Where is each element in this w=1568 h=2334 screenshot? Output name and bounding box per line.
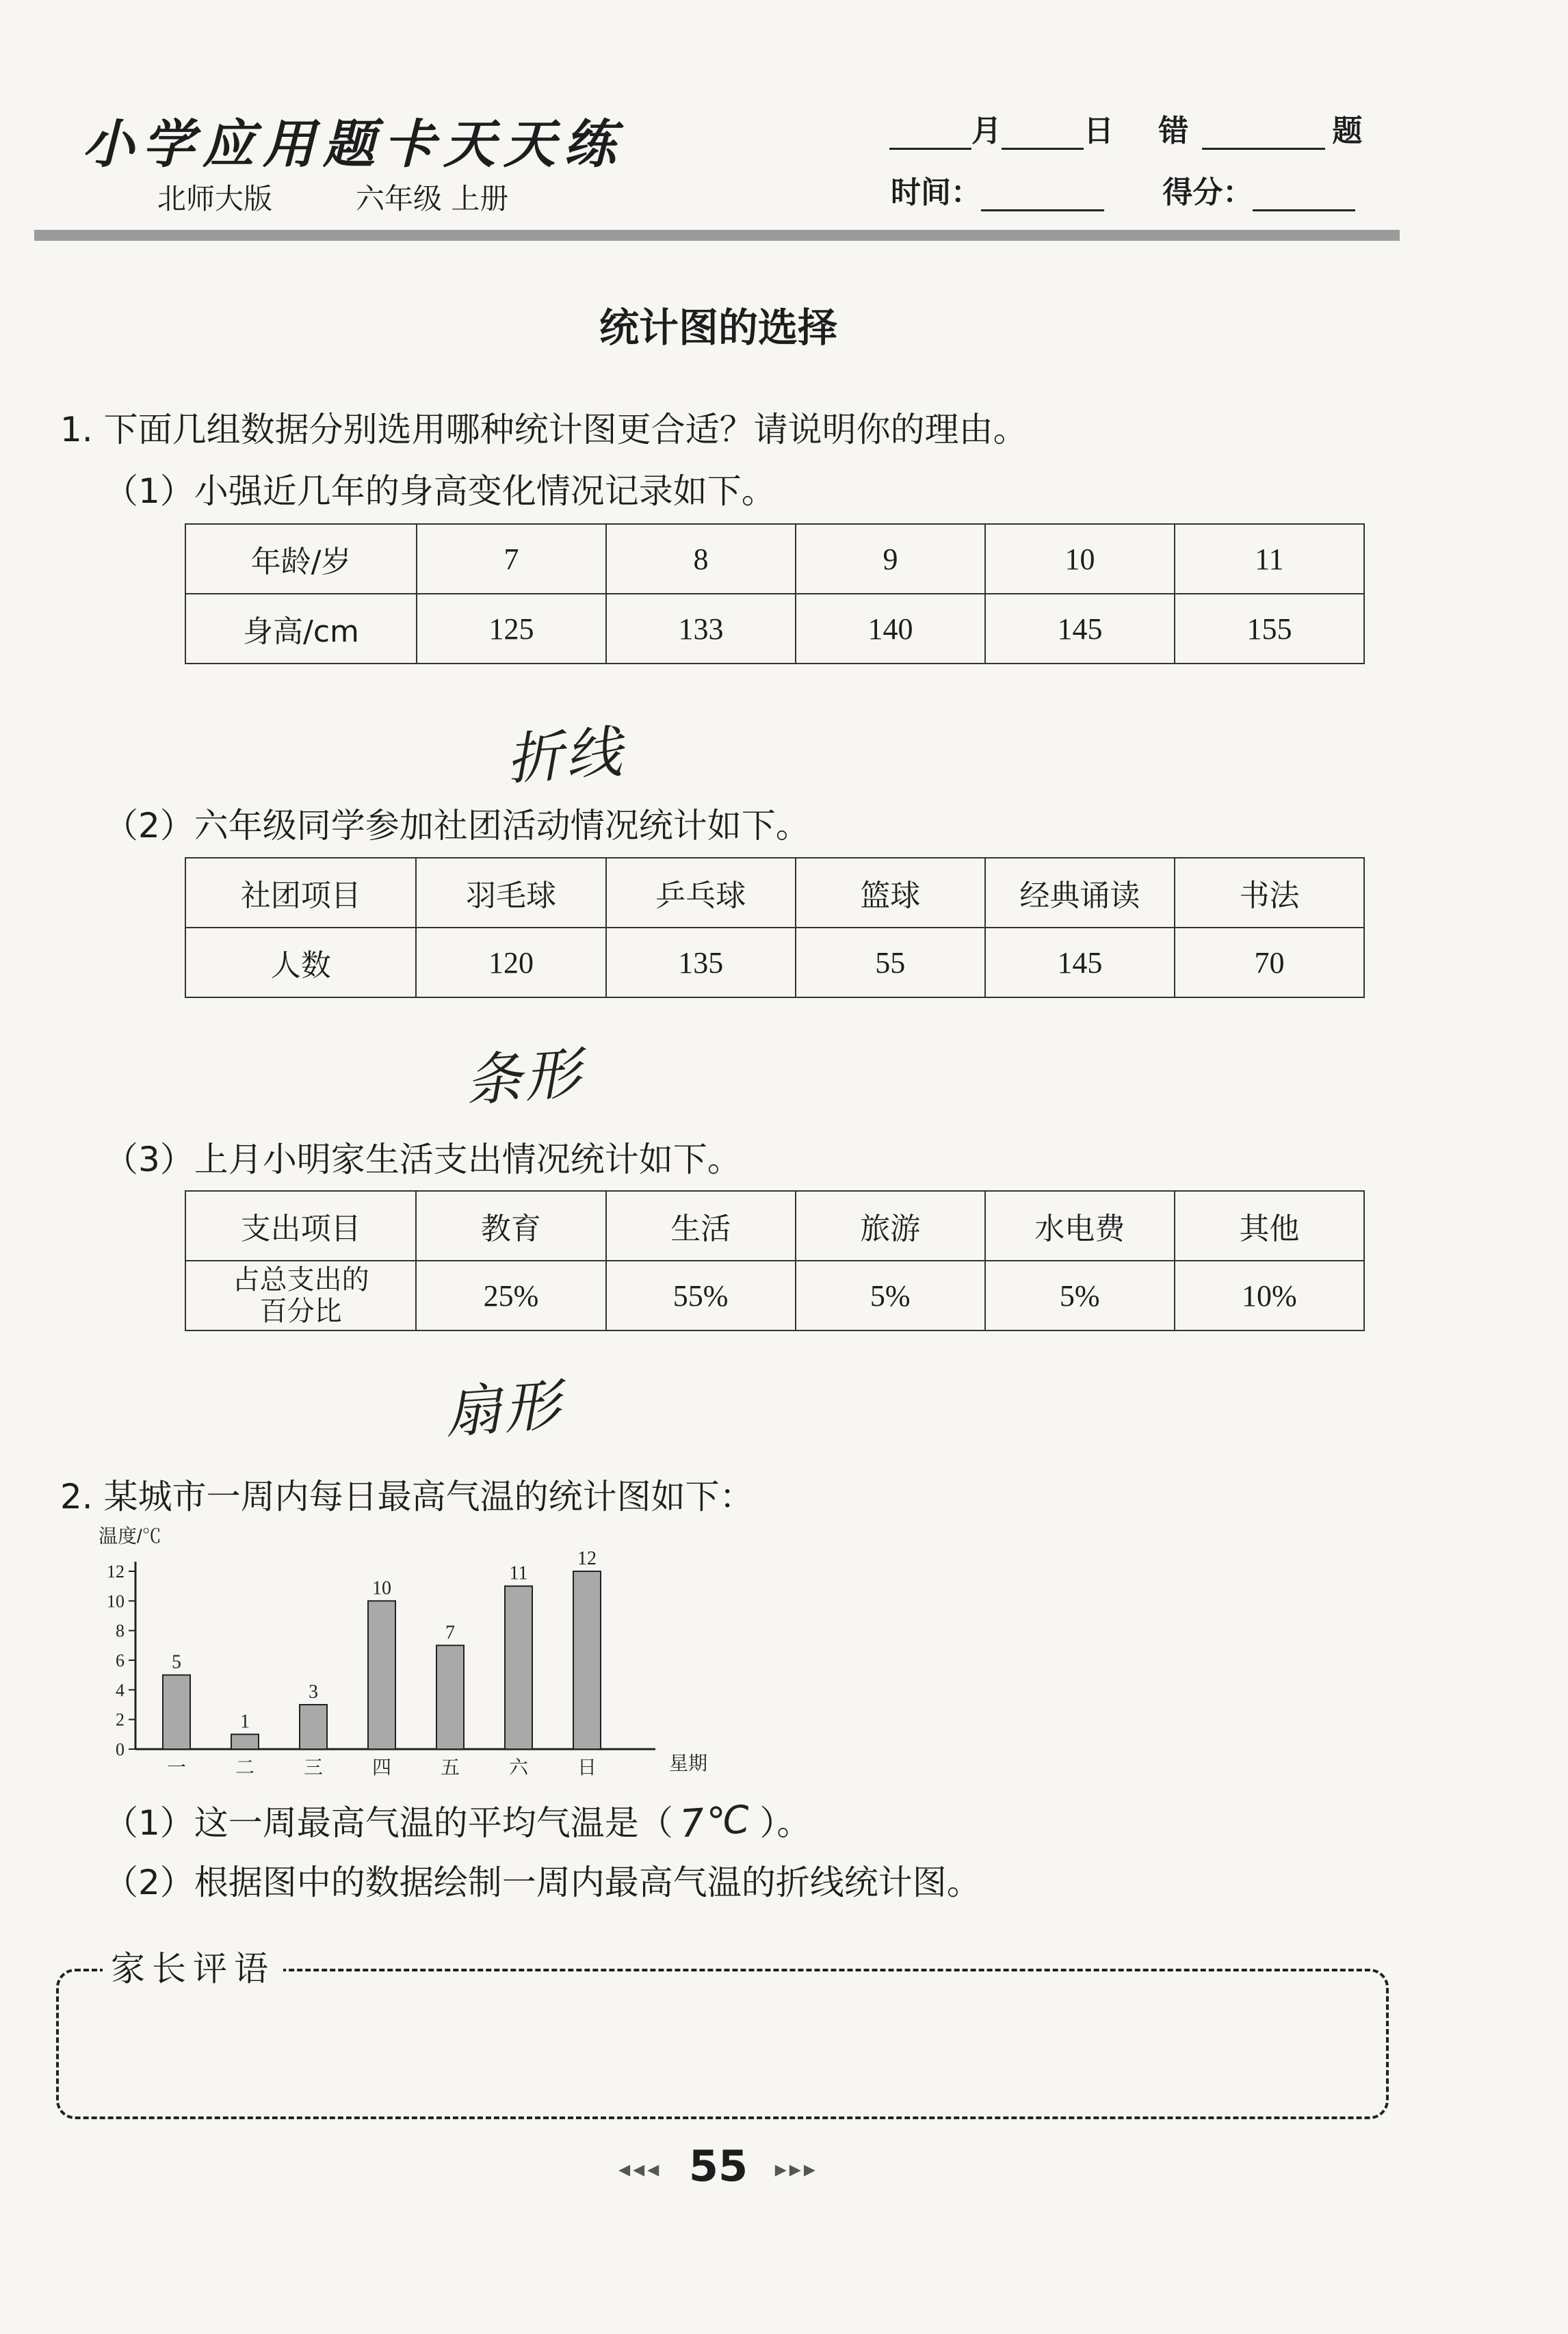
section-title: 统计图的选择: [599, 304, 837, 351]
table-cell: 书法: [1175, 858, 1364, 928]
table-row: [185, 858, 1364, 928]
chart-data-label: 3: [309, 1681, 318, 1703]
table-header-cell: 社团项目: [185, 858, 416, 928]
table-cell: 133: [606, 594, 796, 664]
chart-category-label: 日: [577, 1756, 597, 1779]
table-header-cell: 年龄/岁: [185, 524, 417, 594]
q2-sub1-handwritten-answer: 7℃: [678, 1797, 755, 1847]
chart-bar: [231, 1734, 259, 1749]
table-header-cell: 身高/cm: [185, 594, 417, 664]
q1-part1-handwritten-answer: 折线: [504, 720, 627, 793]
club-table: [185, 857, 1365, 998]
table-cell: 25%: [416, 1261, 605, 1330]
table-cell: 55: [796, 928, 985, 997]
chart-data-label: 5: [172, 1651, 181, 1673]
chart-y-tick-label: 0: [116, 1740, 125, 1759]
temperature-bar-chart: [89, 1515, 739, 1789]
book-title: 小学应用题卡天天练: [82, 114, 624, 174]
chart-y-tick-label: 4: [116, 1680, 125, 1701]
chart-category-label: 五: [440, 1756, 460, 1779]
table-cell: 乒乓球: [606, 858, 796, 928]
table-cell: 其他: [1175, 1191, 1364, 1261]
table-row: [185, 1191, 1364, 1261]
month-blank[interactable]: [889, 118, 971, 150]
chart-y-axis-label: 温度/℃: [99, 1525, 161, 1547]
table-cell: 7: [417, 524, 606, 594]
table-cell: 10%: [1175, 1261, 1364, 1330]
chart-bar: [300, 1705, 327, 1749]
q1-part2-label: （2）六年级同学参加社团活动情况统计如下。: [104, 806, 810, 845]
table-row: [185, 928, 1364, 997]
table-cell: 155: [1175, 594, 1364, 664]
chart-y-tick-label: 8: [116, 1621, 125, 1641]
score-label: 得分：: [1162, 175, 1253, 210]
table-cell: 55%: [606, 1261, 796, 1330]
table-cell: 145: [985, 928, 1175, 997]
q2-sub1-suffix: ）。: [759, 1803, 811, 1843]
table-row: [185, 524, 1364, 594]
chart-bar: [436, 1645, 464, 1749]
table-cell: 120: [416, 928, 605, 997]
table-cell: 135: [606, 928, 796, 997]
table-cell: 5%: [985, 1261, 1175, 1330]
month-label: 月: [971, 114, 1002, 148]
chart-data-label: 7: [445, 1622, 455, 1644]
right-arrows-icon: ▸▸▸: [774, 2155, 818, 2183]
q1-part3-label: （3）上月小明家生活支出情况统计如下。: [104, 1140, 742, 1179]
height-table: [185, 523, 1365, 664]
table-cell: 水电费: [985, 1191, 1175, 1261]
table-cell: 羽毛球: [416, 858, 605, 928]
header-rule: [34, 230, 1400, 241]
wrong-count-blank[interactable]: [1202, 118, 1325, 150]
q1-part2-handwritten-answer: 条形: [463, 1041, 586, 1114]
time-score-line: [891, 168, 1355, 211]
table-cell: 10: [985, 524, 1175, 594]
table-header-cell: 支出项目: [185, 1191, 416, 1261]
questions-label: 题: [1332, 114, 1363, 148]
chart-bar: [368, 1601, 395, 1749]
table-cell: 125: [417, 594, 606, 664]
chart-data-label: 10: [372, 1577, 391, 1599]
table-header-cell: [185, 1261, 416, 1330]
time-label: 时间：: [891, 175, 981, 210]
left-arrows-icon: ◂◂◂: [618, 2155, 662, 2183]
chart-x-axis-label: 星期: [669, 1753, 708, 1774]
time-blank[interactable]: [981, 179, 1104, 211]
grade-label: 六年级 上册: [356, 182, 509, 215]
q2-prompt: 2. 某城市一周内每日最高气温的统计图如下：: [60, 1477, 754, 1517]
table-cell: 教育: [416, 1191, 605, 1261]
chart-category-label: 六: [508, 1756, 529, 1779]
q2-sub2: （2）根据图中的数据绘制一周内最高气温的折线统计图。: [104, 1863, 981, 1902]
chart-y-tick-label: 6: [116, 1651, 125, 1670]
table-cell: 145: [985, 594, 1175, 664]
q1-part3-handwritten-answer: 扇形: [443, 1373, 565, 1446]
chart-bar: [573, 1571, 601, 1749]
expense-table: [185, 1190, 1365, 1331]
table-cell: 140: [796, 594, 985, 664]
table-cell: 8: [606, 524, 796, 594]
table-cell: 旅游: [796, 1191, 985, 1261]
chart-bar: [163, 1675, 190, 1749]
chart-data-label: 11: [509, 1562, 528, 1584]
chart-category-label: 四: [371, 1756, 392, 1779]
table-cell: 经典诵读: [985, 858, 1175, 928]
q1-prompt: 1. 下面几组数据分别选用哪种统计图更合适？请说明你的理由。: [60, 410, 1028, 449]
table-cell: 11: [1175, 524, 1364, 594]
parent-comment-label: 家长评语: [103, 1941, 283, 1991]
date-score-line: [889, 106, 1362, 150]
table-header-cell: 人数: [185, 928, 416, 997]
edition-label: 北师大版: [157, 182, 273, 215]
day-blank[interactable]: [1002, 118, 1084, 150]
table-row: [185, 594, 1364, 664]
table-cell: 篮球: [796, 858, 985, 928]
table-row: [185, 1261, 1364, 1330]
q2-sub1: [104, 1796, 811, 1845]
chart-y-tick-label: 12: [107, 1562, 125, 1582]
day-label: 日: [1084, 114, 1114, 148]
chart-bar: [505, 1586, 532, 1749]
table-cell: 70: [1175, 928, 1364, 997]
q1-part1-label: （1）小强近几年的身高变化情况记录如下。: [104, 471, 776, 511]
wrong-label: 错: [1158, 114, 1189, 148]
table-header-line: 百分比: [259, 1296, 342, 1327]
chart-data-label: 12: [577, 1548, 597, 1569]
score-blank[interactable]: [1253, 179, 1355, 211]
chart-y-tick-label: 2: [116, 1709, 125, 1730]
table-cell: 生活: [606, 1191, 796, 1261]
chart-category-label: 一: [166, 1756, 187, 1779]
table-cell: 5%: [796, 1261, 985, 1330]
page-number: 55: [688, 2141, 748, 2191]
q2-sub1-prefix: （1）这一周最高气温的平均气温是（: [104, 1803, 673, 1843]
page-number-bar: [0, 2141, 1437, 2191]
chart-data-label: 1: [240, 1711, 250, 1733]
chart-y-tick-label: 10: [107, 1591, 125, 1612]
chart-category-label: 三: [303, 1756, 324, 1779]
chart-category-label: 二: [235, 1756, 255, 1779]
parent-comment-box[interactable]: [56, 1969, 1389, 2119]
table-header-line: 占总支出的: [232, 1264, 369, 1296]
table-cell: 9: [796, 524, 985, 594]
